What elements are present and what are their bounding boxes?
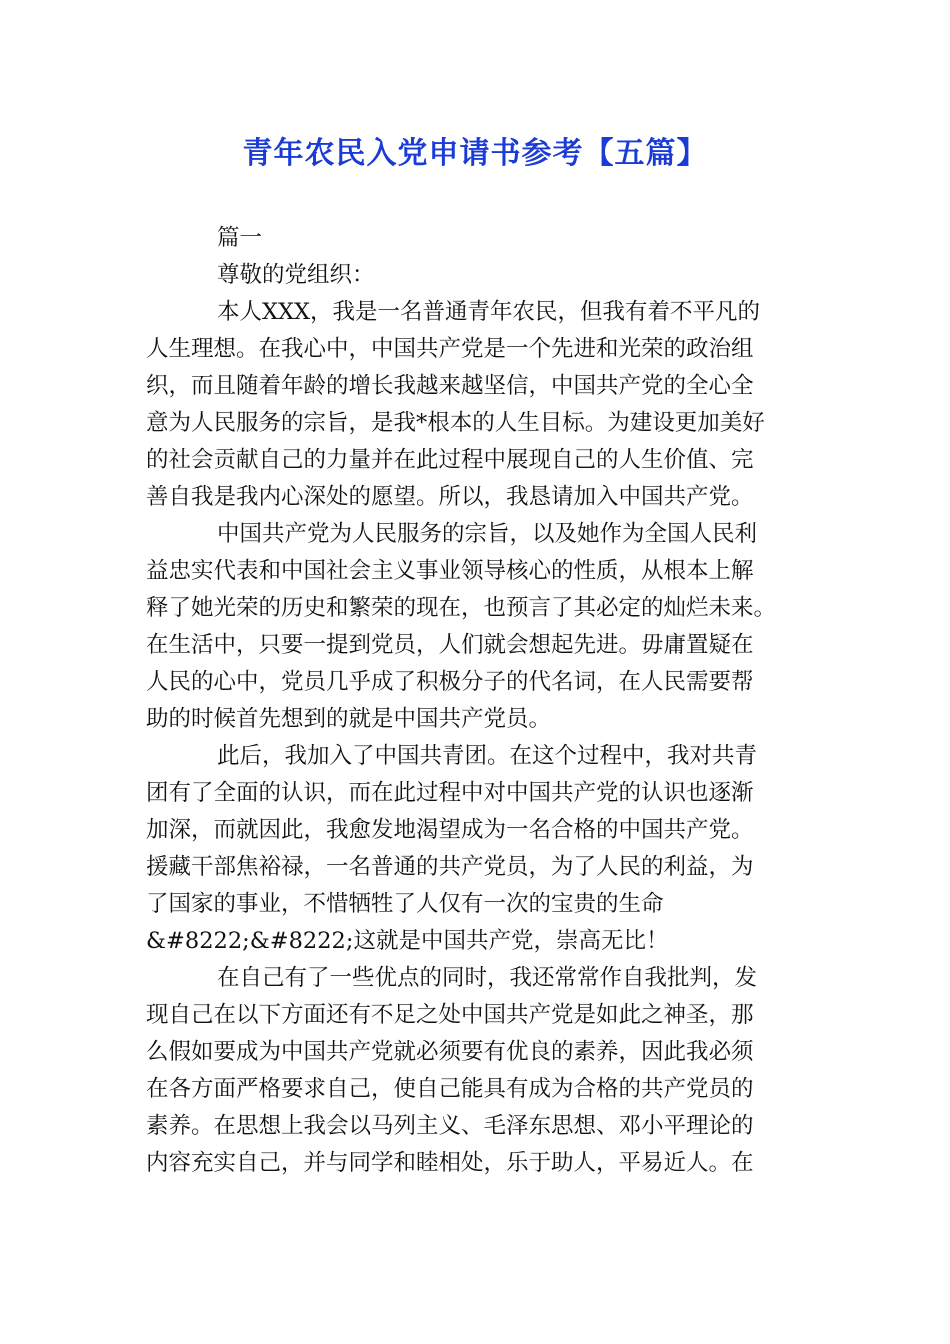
text-line: 的社会贡献自己的力量并在此过程中展现自己的人生价值、完 — [146, 447, 754, 473]
text-line: 益忠实代表和中国社会主义事业领导核心的性质，从根本上解 — [146, 558, 754, 584]
text-line: 意为人民服务的宗旨，是我*根本的人生目标。为建设更加美好 — [146, 410, 765, 436]
text-line: 加深，而就因此，我愈发地渴望成为一名合格的中国共产党。 — [146, 817, 754, 843]
text-line: 善自我是我内心深处的愿望。所以，我恳请加入中国共产党。 — [146, 484, 754, 510]
text-line: 素养。在思想上我会以马列主义、毛泽东思想、邓小平理论的 — [146, 1113, 754, 1139]
salutation: 尊敬的党组织： — [217, 262, 375, 288]
text-line: 织，而且随着年龄的增长我越来越坚信，中国共产党的全心全 — [146, 373, 754, 399]
text-line: 在自己有了一些优点的同时，我还常常作自我批判，发 — [217, 965, 758, 991]
section-heading: 篇一 — [217, 225, 263, 251]
text-line: 援藏干部焦裕禄，一名普通的共产党员，为了人民的利益，为 — [146, 854, 754, 880]
document-body — [146, 220, 806, 1182]
text-line: 此后，我加入了中国共青团。在这个过程中，我对共青 — [217, 743, 758, 769]
text-line: 在生活中，只要一提到党员，人们就会想起先进。毋庸置疑在 — [146, 632, 754, 658]
text-line: 了国家的事业，不惜牺牲了人仅有一次的宝贵的生命 — [146, 891, 664, 917]
text-line: 本人XXX，我是一名普通青年农民，但我有着不平凡的 — [217, 299, 761, 325]
text-line: 释了她光荣的历史和繁荣的现在，也预言了其必定的灿烂未来。 — [146, 595, 777, 621]
text-line: 中国共产党为人民服务的宗旨，以及她作为全国人民利 — [217, 521, 758, 547]
text-line: 在各方面严格要求自己，使自己能具有成为合格的共产党员的 — [146, 1076, 754, 1102]
text-line: 人生理想。在我心中，中国共产党是一个先进和光荣的政治组 — [146, 336, 754, 362]
text-line: 现自己在以下方面还有不足之处中国共产党是如此之神圣，那 — [146, 1002, 754, 1028]
text-line: &#8222;&#8222;这就是中国共产党，崇高无比！ — [146, 928, 669, 954]
text-line: 助的时候首先想到的就是中国共产党员。 — [146, 706, 552, 732]
text-line: 人民的心中，党员几乎成了积极分子的代名词，在人民需要帮 — [146, 669, 754, 695]
text-line: 内容充实自己，并与同学和睦相处，乐于助人，平易近人。在 — [146, 1150, 754, 1176]
text-line: 么假如要成为中国共产党就必须要有优良的素养，因此我必须 — [146, 1039, 754, 1065]
document-title: 青年农民入党申请书参考【五篇】 — [242, 136, 708, 171]
text-line: 团有了全面的认识，而在此过程中对中国共产党的认识也逐渐 — [146, 780, 754, 806]
